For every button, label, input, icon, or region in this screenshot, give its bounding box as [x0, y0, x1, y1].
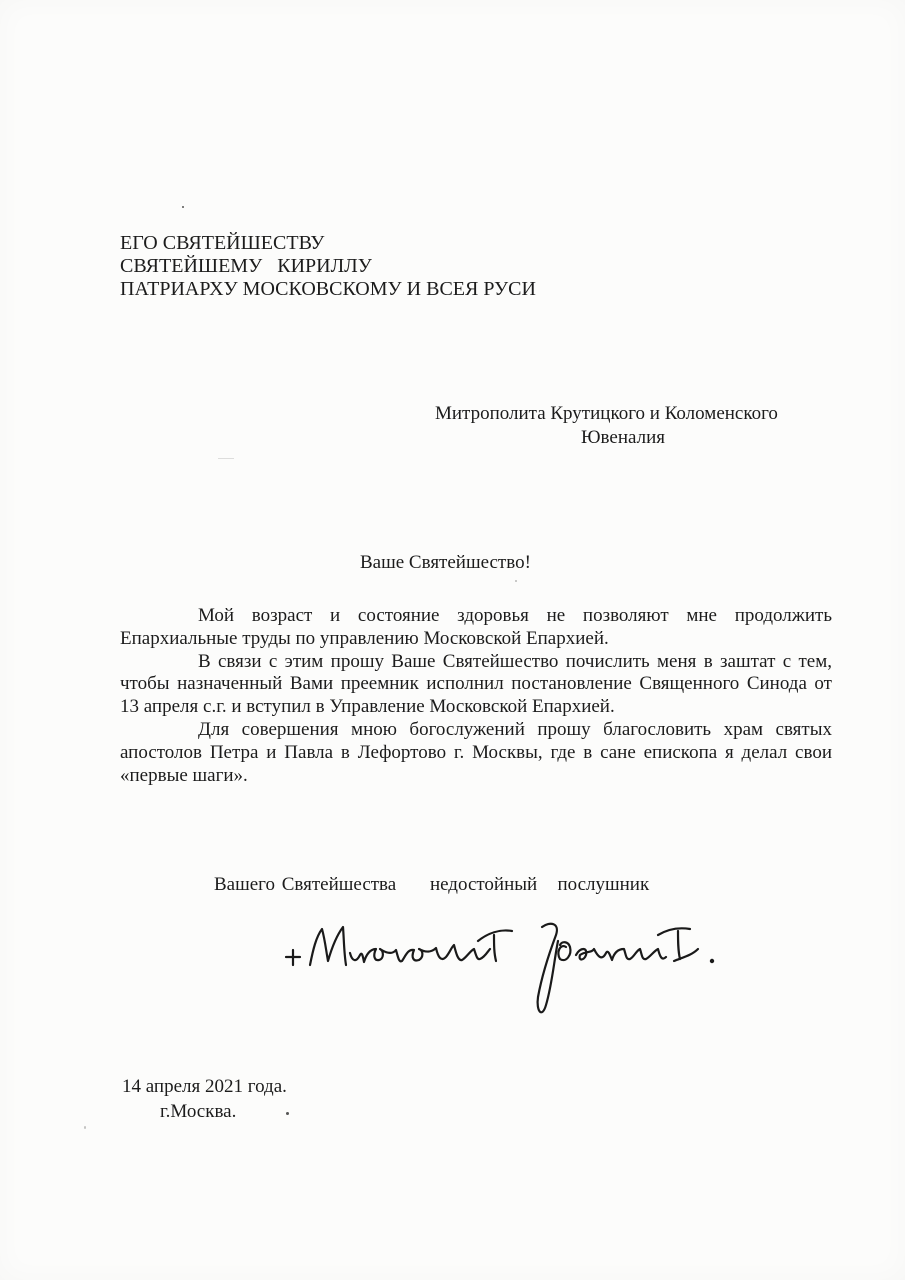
sender-block [435, 402, 830, 450]
letter-body [120, 605, 832, 787]
scan-speck [218, 458, 234, 459]
body-paragraph-2: В связи с этим прошу Ваше Святейшество почислить меня в заштат с тем, чтобы назначенный Вами преемник исполнил постановление Священного Синода от 13 апреля с.г. и вступил в Управление Московской Епархией. [120, 650, 832, 718]
addressee-line-1: ЕГО СВЯТЕЙШЕСТВУ [120, 232, 325, 254]
scan-speck [182, 206, 184, 208]
addressee-line-3: ПАТРИАРХУ МОСКОВСКОМУ И ВСЕЯ РУСИ [120, 278, 536, 300]
signature-strokes [286, 924, 714, 1013]
body-paragraph-3: Для совершения мною богослужений прошу благословить храм святых апостолов Петра и Павла в Лефортово г. Москвы, где в сане епископа я делал свои «первые шаги». [120, 718, 832, 786]
body-paragraph-1: Мой возраст и состояние здоровья не позволяют мне продолжить Епархиальные труды по управлению Московской Епархией. [120, 605, 832, 649]
addressee-block [120, 232, 536, 301]
letter-place: г.Москва. [160, 1101, 237, 1122]
scan-speck [84, 1126, 86, 1129]
handwritten-signature [280, 905, 780, 1035]
letter-date: 14 апреля 2021 года. [122, 1076, 287, 1097]
sender-line-2: Ювеналия [581, 427, 665, 448]
closing-line: Вашего Святейшества недостойный послушник [214, 874, 650, 895]
scan-speck [286, 1112, 289, 1115]
scan-speck [515, 580, 517, 582]
salutation: Ваше Святейшество! [360, 552, 531, 573]
sender-line-1: Митрополита Крутицкого и Коломенского [435, 403, 778, 424]
addressee-line-2: СВЯТЕЙШЕМУ КИРИЛЛУ [120, 255, 372, 277]
